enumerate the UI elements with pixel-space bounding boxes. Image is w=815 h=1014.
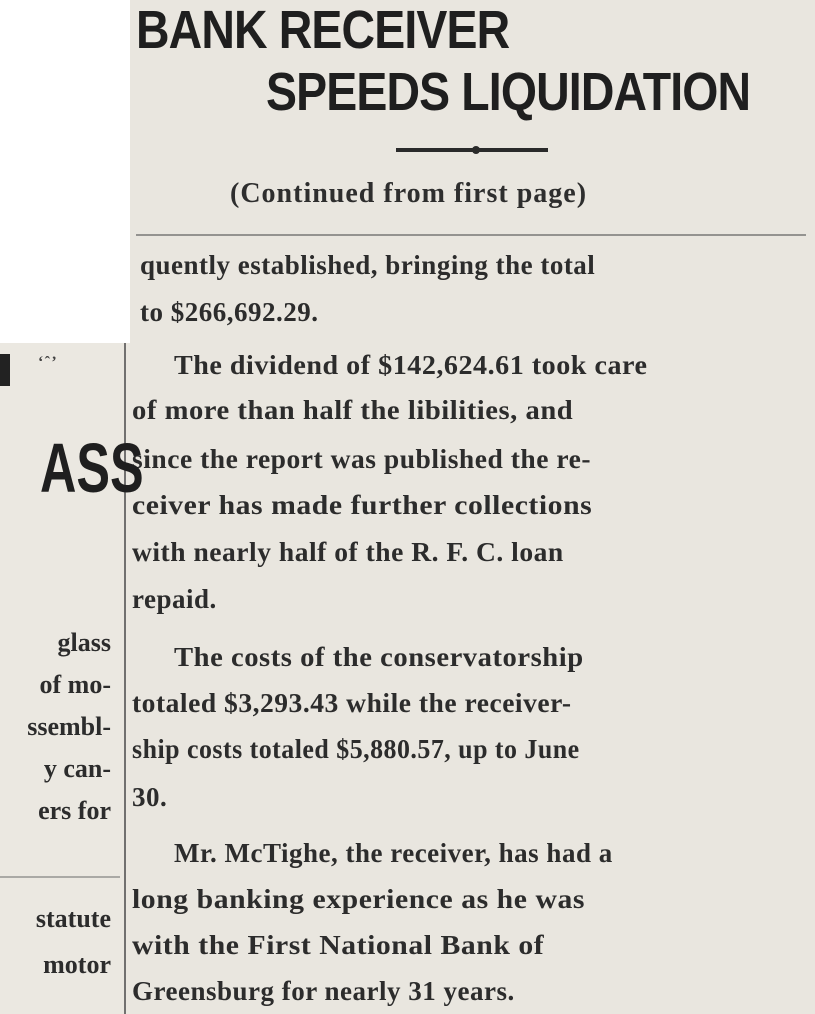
clipped-column-rule xyxy=(0,876,120,878)
article-line: since the report was published the re- xyxy=(132,444,591,474)
article-line: of more than half the libilities, and xyxy=(132,395,574,425)
clipped-column-line: of mo- xyxy=(39,670,111,699)
article-line: The dividend of $142,624.61 took care xyxy=(174,350,648,380)
headline-line-1: BANK RECEIVER xyxy=(136,0,510,60)
continued-note: (Continued from first page) xyxy=(230,178,588,209)
article-line: Greensburg for nearly 31 years. xyxy=(132,976,515,1006)
headline-ornament xyxy=(396,146,548,154)
article-line: with the First National Bank of xyxy=(132,930,545,960)
clipped-column-line: ssembl- xyxy=(27,712,111,741)
article-line: ship costs totaled $5,880.57, up to June xyxy=(132,734,580,764)
section-divider xyxy=(136,234,806,236)
article-line: ceiver has made further collections xyxy=(132,490,593,520)
article-line: to $266,692.29. xyxy=(140,297,319,327)
clipped-heading-fragment-mark xyxy=(0,354,10,386)
clipped-column-line: glass xyxy=(57,628,111,657)
article-line: quently established, bringing the total xyxy=(140,250,596,280)
article-line: The costs of the conservatorship xyxy=(174,642,584,672)
article-line: 30. xyxy=(132,782,168,812)
clipped-column-line: y can- xyxy=(43,754,111,783)
article-line: totaled $3,293.43 while the receiver- xyxy=(132,688,572,718)
article-line: long banking experience as he was xyxy=(132,884,585,914)
clipped-heading-fragment: ASS xyxy=(40,429,144,507)
headline-line-2: SPEEDS LIQUIDATION xyxy=(266,62,751,122)
clipped-column-line: statute xyxy=(35,904,111,933)
clipped-heading-fragment-dots: ʻ ̂ ʼ xyxy=(38,354,57,371)
clipped-column-line: ers for xyxy=(38,796,111,825)
article-line: Mr. McTighe, the receiver, has had a xyxy=(174,838,613,868)
article-line: with nearly half of the R. F. C. loan xyxy=(132,537,564,567)
clipped-column-line: motor xyxy=(43,950,111,979)
article-line: repaid. xyxy=(132,584,217,614)
